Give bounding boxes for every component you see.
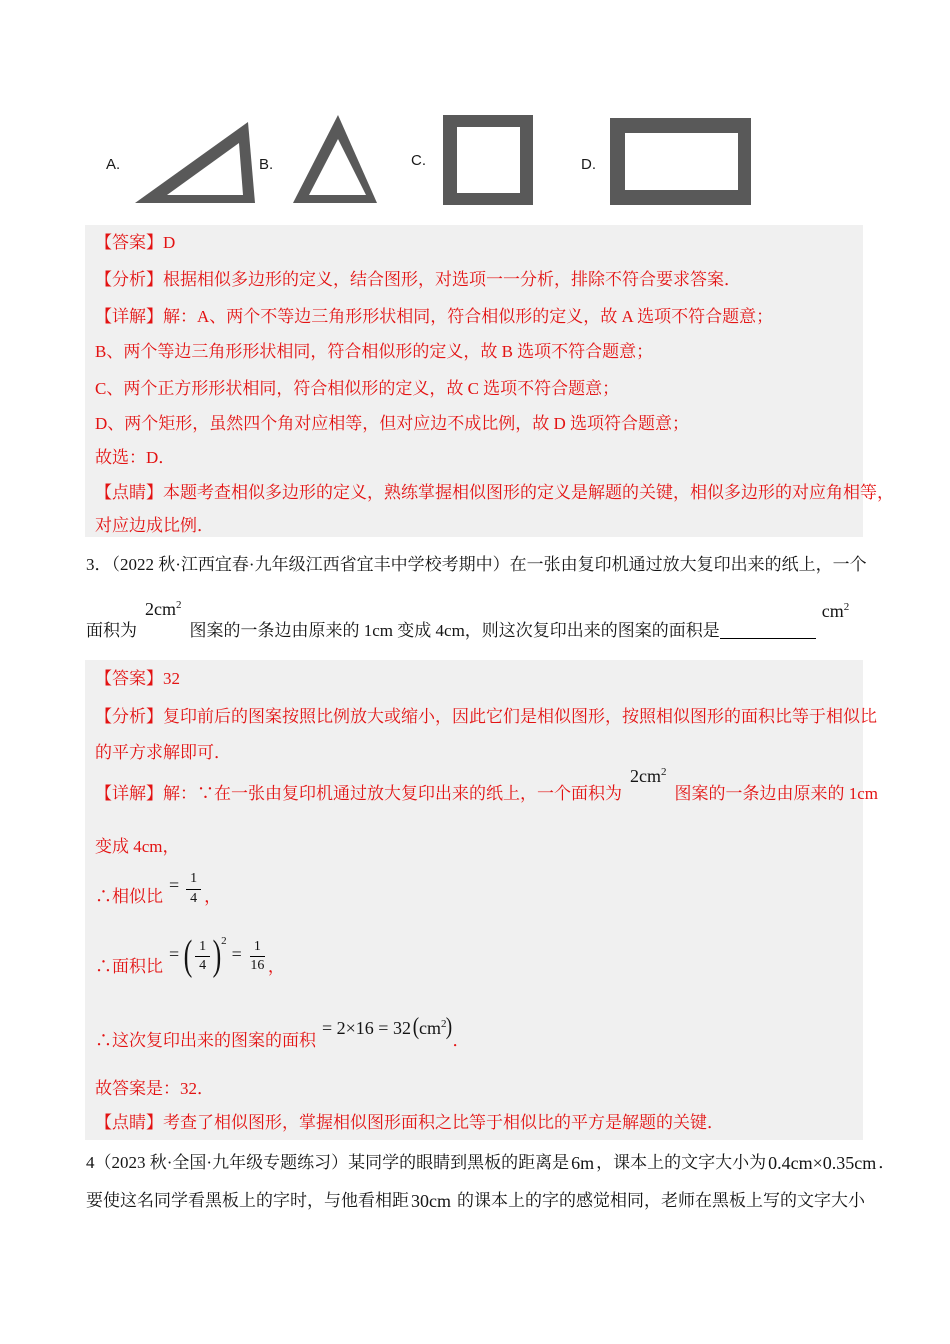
- comma: ，: [267, 957, 285, 976]
- area-ratio-label: ∴面积比: [95, 957, 163, 976]
- q3-tip-line: 【点睛】考查了相似图形，掌握相似图形面积之比等于相似比的平方是解题的关键．: [95, 1113, 724, 1132]
- ratio-fraction: $\frac{1}{4}$: [186, 870, 201, 907]
- q2-detail-a-line: 【详解】解：A、两个不等边三角形形状相同，符合相似形的定义，故 A 选项不符合题意；: [95, 307, 774, 326]
- option-d-label: D.: [581, 156, 596, 173]
- open-paren: (: [183, 932, 193, 979]
- q3-detail-line-1: [95, 765, 878, 805]
- close-paren: ): [212, 932, 222, 979]
- q3-line2-mid: 图案的一条边由原来的 1cm 变成 4cm，则这次复印出来的图案的面积是: [189, 621, 720, 640]
- power-exponent: 2: [221, 934, 227, 947]
- q2-detail-c-line: C、两个正方形形状相同，符合相似形的定义，故 C 选项不符合题意；: [95, 379, 620, 398]
- q3-text-line-2: [86, 598, 849, 642]
- ratio-label: ∴相似比: [95, 887, 163, 906]
- q3-detail-area-equation: $2cm^2$: [630, 766, 667, 786]
- q2-tip-line-1: 【点睛】本题考查相似多边形的定义，熟练掌握相似图形的定义是解题的关键，相似多边形的对应角相等，: [95, 483, 894, 502]
- rectangle-shape-icon: [610, 118, 751, 205]
- result-unit-parenthetical: $(cm^2)$: [412, 1013, 453, 1040]
- option-b-label: B.: [259, 156, 274, 173]
- q4-line2-pre: 要使这名同学看黑板上的字时，与他看相距: [86, 1191, 409, 1210]
- q3-line2-pre: 面积为: [86, 621, 137, 640]
- square-shape-icon: [443, 115, 533, 205]
- q4-line1-pre: 4（2023 秋·全国·九年级专题练习）某同学的眼睛到黑板的距离是: [86, 1153, 570, 1172]
- option-c-label: C.: [411, 152, 426, 169]
- q3-ratio-line: [95, 866, 221, 912]
- q3-result-line: [95, 1014, 469, 1052]
- q2-conclusion-line: 故选：D．: [95, 448, 176, 467]
- right-triangle-shape-icon: [133, 118, 257, 205]
- q3-text-line-1: 3．（2022 秋·江西宜春·九年级江西省宜丰中学校考期中）在一张由复印机通过放大复印出来的纸上，一个: [86, 555, 867, 574]
- q3-detail-line-2: 变成 4cm，: [95, 837, 180, 856]
- q2-analysis-line: 【分析】根据相似多边形的定义，结合图形，对选项一一分析，排除不符合要求答案．: [95, 270, 741, 289]
- q2-detail-b-line: B、两个等边三角形形状相同，符合相似形的定义，故 B 选项不符合题意；: [95, 342, 654, 361]
- equals-sign: =: [169, 875, 180, 895]
- q3-area-ratio-line: [95, 933, 285, 980]
- q2-answer-line: 【答案】D: [95, 233, 176, 252]
- q3-analysis-line-1: 【分析】复印前后的图案按照比例放大或缩小，因此它们是相似图形，按照相似图形的面积比等于相似比: [95, 707, 877, 726]
- q4-line1-mid: ，课本上的文字大小为: [596, 1153, 767, 1172]
- q2-tip-line-2: 对应边成比例．: [95, 516, 214, 535]
- q3-answer-line: 【答案】32: [95, 669, 180, 688]
- result-label: ∴这次复印出来的图案的面积: [95, 1031, 316, 1050]
- q4-text-line-1: [86, 1148, 895, 1174]
- isosceles-triangle-shape-icon: [291, 113, 379, 205]
- q3-answer-blank: [720, 634, 816, 639]
- comma: ，: [204, 887, 222, 906]
- equals-sign: =: [169, 943, 180, 964]
- q3-unit-equation: $cm^2$: [821, 601, 850, 621]
- q3-analysis-line-2: 的平方求解即可．: [95, 743, 231, 762]
- q2-detail-d-line: D、两个矩形，虽然四个角对应相等，但对应边不成比例，故 D 选项符合题意；: [95, 414, 690, 433]
- sixteenth-fraction: $\frac{1}{16}$: [250, 938, 265, 973]
- distance-value: 6m: [571, 1153, 595, 1173]
- q3-detail-pre: 【详解】解：∵在一张由复印机通过放大复印出来的纸上，一个面积为: [95, 784, 622, 803]
- q4-text-line-2: [86, 1186, 865, 1212]
- q3-area-equation: $2cm^2$: [145, 599, 182, 619]
- equals-sign: =: [231, 943, 242, 964]
- q4-line2-end: 的课本上的字的感觉相同，老师在黑板上写的文字大小: [457, 1191, 865, 1210]
- q3-detail-post: 图案的一条边由原来的 1cm: [674, 784, 879, 803]
- q3-conclusion-line: 故答案是：32．: [95, 1079, 214, 1098]
- period: ．: [452, 1031, 470, 1050]
- text-size-value: 0.4cm×0.35cm: [768, 1153, 877, 1173]
- q4-line1-end: ．: [878, 1153, 896, 1172]
- result-equation: = 2×16 = 32: [322, 1018, 411, 1038]
- option-a-label: A.: [106, 156, 121, 173]
- quarter-fraction: $\frac{1}{4}$: [195, 938, 210, 975]
- book-distance-value: 30cm: [411, 1191, 451, 1211]
